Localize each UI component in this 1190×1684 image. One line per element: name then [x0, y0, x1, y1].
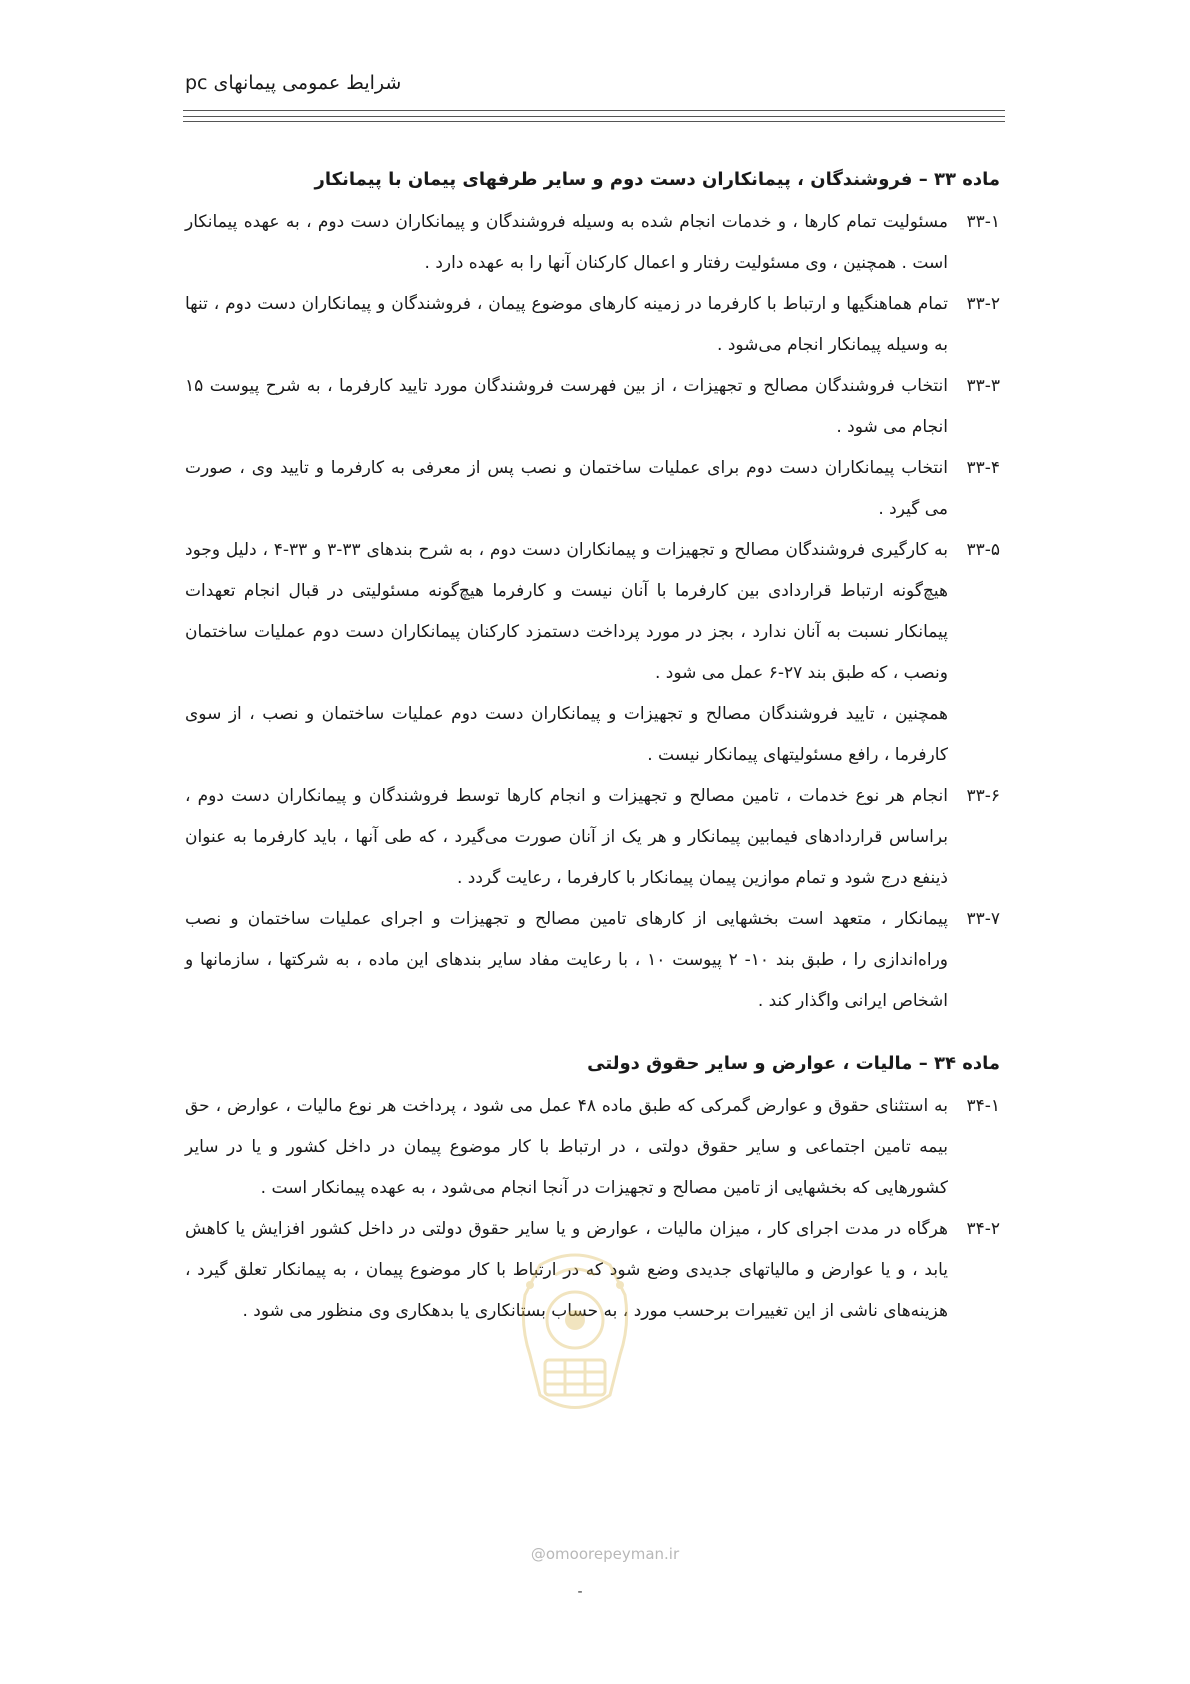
page-number-mark: -: [577, 1584, 583, 1600]
clause-number: ۳۴-۲: [966, 1219, 1000, 1239]
clause-text: تمام هماهنگیها و ارتباط با کارفرما در زمینه کارهای موضوع پیمان ، فروشندگان و پیمانکاران دست دوم ، تنها به وسیله پیمانکار انجام می‌شود .: [185, 294, 948, 355]
clause-34-1: [185, 1086, 1000, 1209]
clause-text: انتخاب فروشندگان مصالح و تجهیزات ، از بین فهرست فروشندگان مورد تایید کارفرما ، به شرح پیوست ۱۵ انجام می شود .: [185, 376, 948, 437]
site-url: omoorepeyman.ir: [545, 1545, 680, 1563]
clause-number: ۳۴-۱: [966, 1096, 1000, 1116]
article-34-heading: ماده ۳۴ – مالیات ، عوارض و سایر حقوق دولتی: [587, 1053, 1000, 1074]
site-watermark-text: [505, 1545, 705, 1563]
clause-text: انجام هر نوع خدمات ، تامین مصالح و تجهیزات و انجام کارها توسط فروشندگان و پیمانکاران دست دوم ، براساس قراردادهای فیمابین پیمانکار و هر یک از آنان صورت می‌گیرد ، که طی آنها ، باید کارفرما به عنوان ذینفع درج شود و تمام موازین پیمان پیمانکار با کارفرما ، رعایت گردد .: [185, 786, 948, 888]
article-33-heading: ماده ۳۳ – فروشندگان ، پیمانکاران دست دوم و سایر طرفهای پیمان با پیمانکار: [314, 169, 1000, 190]
clause-33-4: [185, 448, 1000, 530]
clause-33-5-note: همچنین ، تایید فروشندگان مصالح و تجهیزات و پیمانکاران دست دوم عملیات ساختمان و نصب ، از سوی کارفرما ، رافع مسئولیتهای پیمانکار نیست .: [185, 704, 948, 765]
clause-text: به کارگیری فروشندگان مصالح و تجهیزات و پیمانکاران دست دوم ، به شرح بندهای ۳۳-۳ و ۳۳-۴ ، دلیل وجود هیچ‌گونه ارتباط قراردادی بین کارفرما با آنان نیست و کارفرما هیچ‌گونه مسئولیتی در قبال انجام تعهدات پیمانکار نسبت به آنان ندارد ، بجز در مورد پرداخت دستمزد کارکنان پیمانکاران دست دوم عملیات ساختمان ونصب ، که طبق بند ۲۷-۶ عمل می شود .: [185, 540, 948, 683]
clause-number: ۳۳-۳: [966, 376, 1000, 396]
clause-33-2: [185, 284, 1000, 366]
clause-33-1: [185, 202, 1000, 284]
clause-text: هرگاه در مدت اجرای کار ، میزان مالیات ، عوارض و یا سایر حقوق دولتی در داخل کشور افزایش یا کاهش یابد ، و یا عوارض و مالیاتهای جدیدی وضع شود که در ارتباط با کار موضوع پیمان ، به پیمانکار تعلق گیرد ، هزینه‌های ناشی از این تغییرات برحسب مورد ، به حساب بستانکاری یا بدهکاری وی منظور می شود .: [185, 1219, 948, 1321]
clause-34-2: [185, 1209, 1000, 1332]
clause-33-7: [185, 899, 1000, 1022]
clause-number: ۳۳-۷: [966, 909, 1000, 929]
clause-33-5: [185, 530, 1000, 694]
clause-text: به استثنای حقوق و عوارض گمرکی که طبق ماده ۴۸ عمل می شود ، پرداخت هر نوع مالیات ، عوارض ، حق بیمه تامین اجتماعی و سایر حقوق دولتی ، در ارتباط با کار موضوع پیمان در داخل کشور و یا در سایر کشورهایی که بخشهایی از تامین مصالح و تجهیزات در آنجا انجام می‌شود ، به عهده پیمانکار است .: [185, 1096, 948, 1198]
clause-33-6: [185, 776, 1000, 899]
clause-text: پیمانکار ، متعهد است بخشهایی از کارهای تامین مصالح و تجهیزات و اجرای عملیات ساختمان و نصب وراه‌اندازی را ، طبق بند ۱۰- ۲ پیوست ۱۰ ، با رعایت مفاد سایر بندهای این ماده ، به شرکتها ، سازمانها و اشخاص ایرانی واگذار کند .: [185, 909, 948, 1011]
header-divider: [183, 110, 1005, 122]
document-body: [185, 160, 1000, 1332]
at-icon: @: [530, 1545, 546, 1563]
clause-text: انتخاب پیمانکاران دست دوم برای عملیات ساختمان و نصب پس از معرفی به کارفرما و تایید وی ، صورت می گیرد .: [185, 458, 948, 519]
clause-number: ۳۳-۵: [966, 540, 1000, 560]
clause-number: ۳۳-۲: [966, 294, 1000, 314]
clause-33-3: [185, 366, 1000, 448]
clause-number: ۳۳-۶: [966, 786, 1000, 806]
clause-text: مسئولیت تمام کارها ، و خدمات انجام شده به وسیله فروشندگان و پیمانکاران دست دوم ، به عهده پیمانکار است . همچنین ، وی مسئولیت رفتار و اعمال کارکنان آنها را به عهده دارد .: [185, 212, 948, 273]
clause-number: ۳۳-۴: [966, 458, 1000, 478]
running-header-title: شرایط عمومی پیمانهای pc: [185, 72, 402, 94]
clause-number: ۳۳-۱: [966, 212, 1000, 232]
